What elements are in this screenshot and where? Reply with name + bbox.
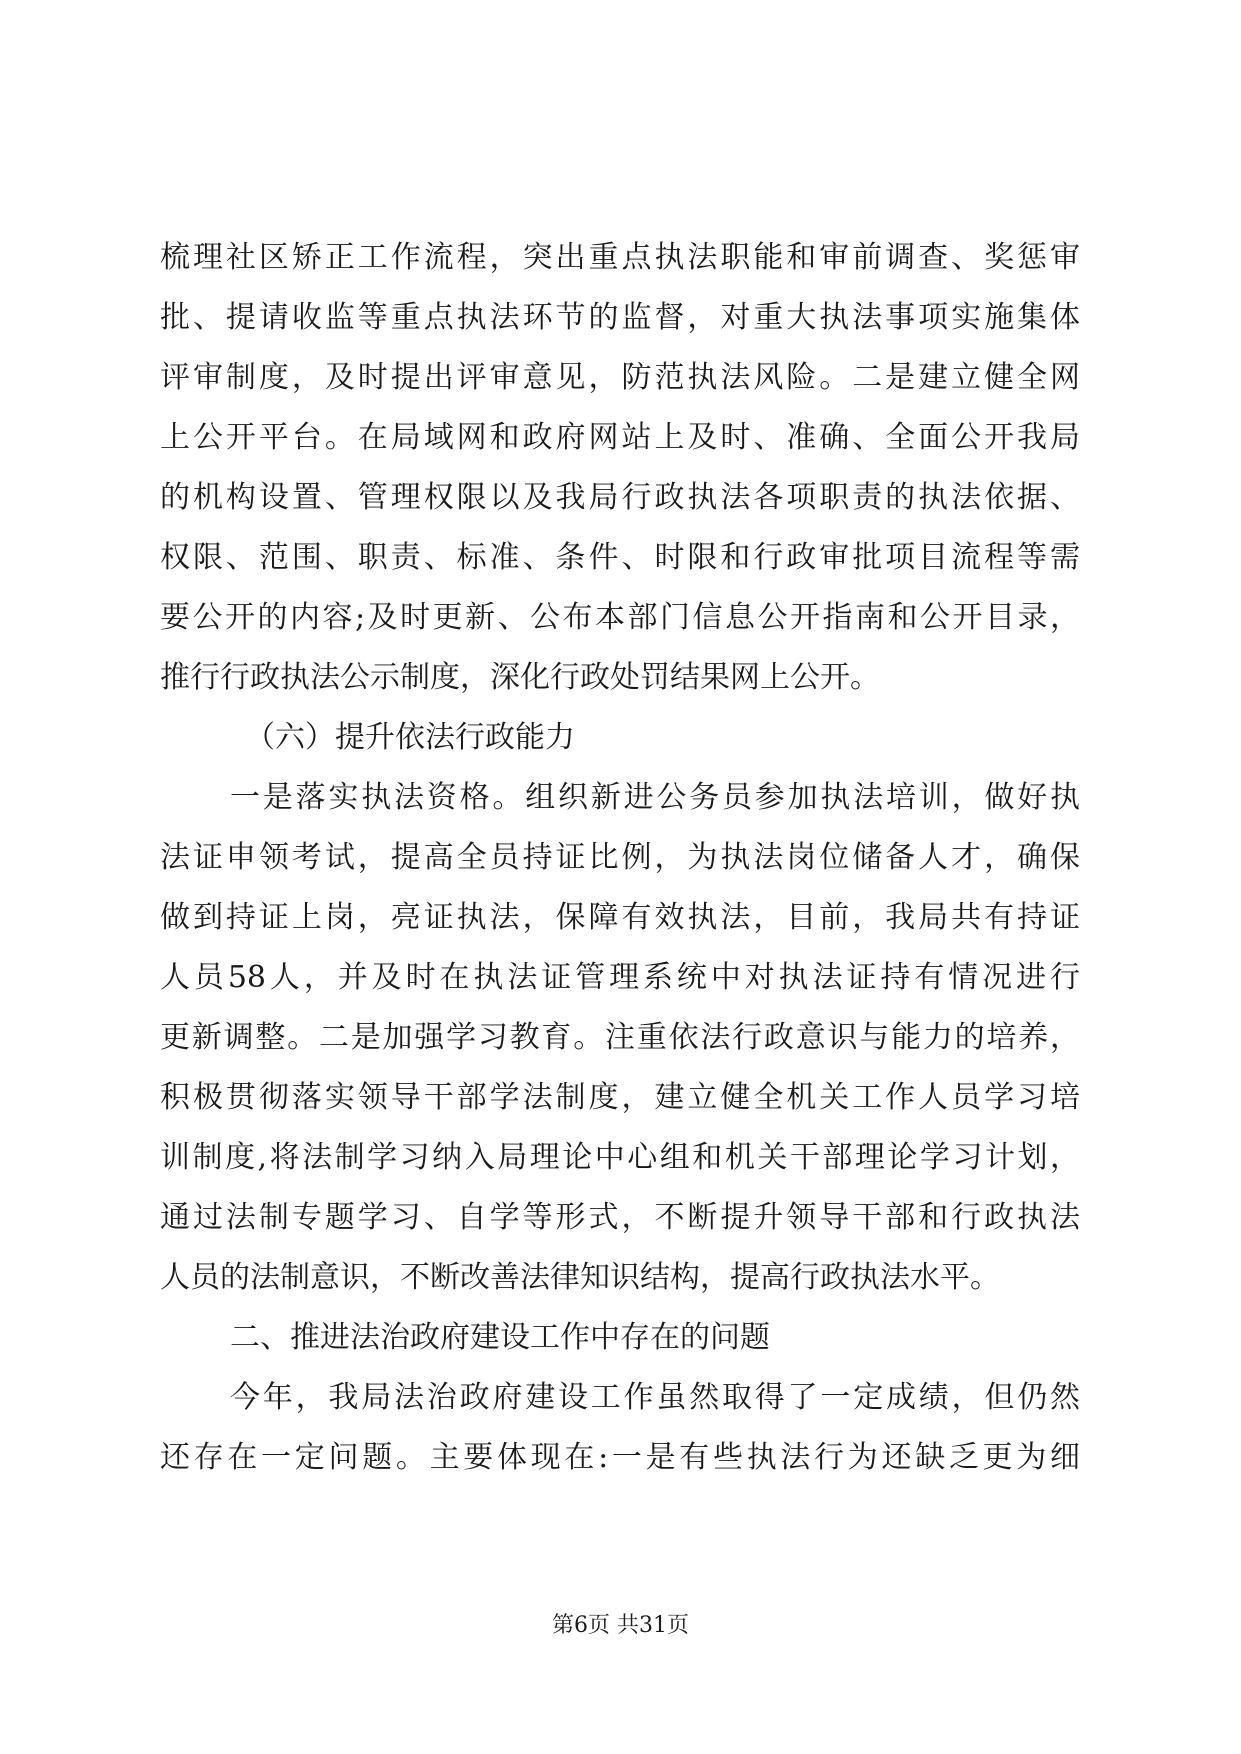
text-line: 推行行政执法公示制度，深化行政处罚结果网上公开。 — [160, 660, 880, 695]
text-line: 人员的法制意识，不断改善法律知识结构，提高行政执法水平。 — [160, 1260, 1000, 1295]
paragraph-first-line: 今年，我局法治政府建设工作虽然取得了一定成绩，但仍然 — [230, 1380, 1080, 1415]
paragraph-first-line: 一是落实执法资格。组织新进公务员参加执法培训，做好执 — [230, 780, 1080, 815]
section-heading: 二、推进法治政府建设工作中存在的问题 — [230, 1320, 770, 1355]
text-line: 要公开的内容;及时更新、公布本部门信息公开指南和公开目录， — [160, 600, 1080, 635]
text-line: 人员58人，并及时在执法证管理系统中对执法证持有情况进行 — [160, 960, 1080, 995]
text-line: 的机构设置、管理权限以及我局行政执法各项职责的执法依据、 — [160, 480, 1080, 515]
text-line: 做到持证上岗，亮证执法，保障有效执法，目前，我局共有持证 — [160, 900, 1080, 935]
text-line: 梳理社区矫正工作流程，突出重点执法职能和审前调查、奖惩审 — [160, 240, 1080, 275]
text-line: 积极贯彻落实领导干部学法制度，建立健全机关工作人员学习培 — [160, 1080, 1080, 1115]
page-number-footer: 第6页 共31页 — [552, 1613, 689, 1638]
text-line: 法证申领考试，提高全员持证比例，为执法岗位储备人才，确保 — [160, 840, 1080, 875]
text-line: 训制度,将法制学习纳入局理论中心组和机关干部理论学习计划， — [160, 1140, 1080, 1175]
text-line: 更新调整。二是加强学习教育。注重依法行政意识与能力的培养， — [160, 1020, 1080, 1055]
text-line: 上公开平台。在局域网和政府网站上及时、准确、全面公开我局 — [160, 420, 1080, 455]
text-line: 批、提请收监等重点执法环节的监督，对重大执法事项实施集体 — [160, 300, 1080, 335]
text-line: 还存在一定问题。主要体现在:一是有些执法行为还缺乏更为细 — [160, 1440, 1080, 1475]
section-heading: （六）提升依法行政能力 — [245, 720, 575, 755]
text-line: 评审制度，及时提出评审意见，防范执法风险。二是建立健全网 — [160, 360, 1080, 395]
text-line: 权限、范围、职责、标准、条件、时限和行政审批项目流程等需 — [160, 540, 1080, 575]
text-line: 通过法制专题学习、自学等形式，不断提升领导干部和行政执法 — [160, 1200, 1080, 1235]
